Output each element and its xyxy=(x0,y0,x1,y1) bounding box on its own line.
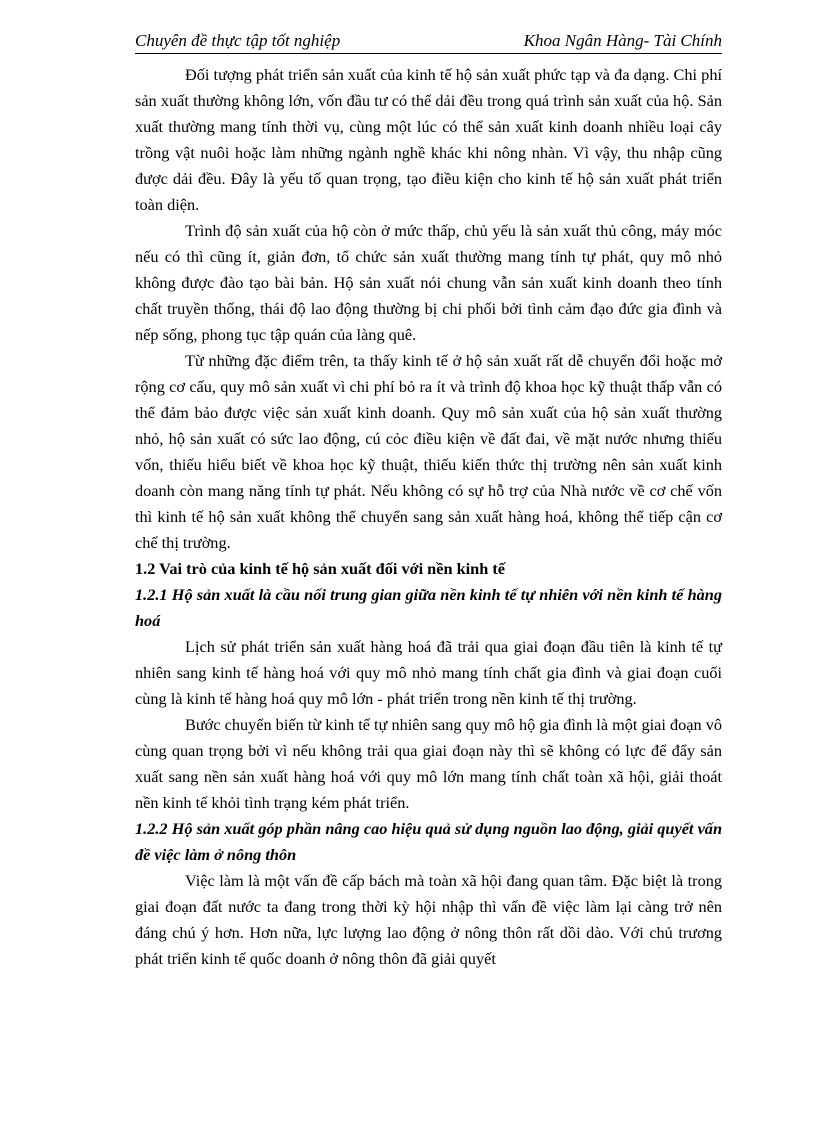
paragraph: Bước chuyển biến từ kinh tế tự nhiên sang quy mô hộ gia đình là một giai đoạn vô cùng quan trọng bởi vì nếu không trải qua giai đoạn này thì sẽ không có lực để đẩy sản xuất sang nền sản xuất hàng hoá với quy mô lớn mang tính chất toàn xã hội, giải thoát nền kinh tế khỏi tình trạng kém phát triển. xyxy=(135,715,723,812)
document-body xyxy=(135,62,722,972)
page-header xyxy=(135,30,722,54)
paragraph: Từ những đặc điểm trên, ta thấy kinh tế ở hộ sản xuất rất dễ chuyển đổi hoặc mở rộng cơ cấu, quy mô sản xuất vì chi phí bỏ ra ít và trình độ khoa học kỹ thuật thấp vẫn có thể đảm bảo được việc sản xuất kinh doanh. Quy mô sản xuất của hộ sản xuất thường nhỏ, hộ sản xuất có sức lao động, cú cỏc điều kiện về đất đai, về mặt nước nhưng thiếu vốn, thiếu hiểu biết về khoa học kỹ thuật, thiếu kiến thức thị trường nên sản xuất kinh doanh còn mang năng tính tự phát. Nếu không có sự hỗ trợ của Nhà nước về cơ chế vốn thì kinh tế hộ sản xuất không thể chuyển sang sản xuất hàng hoá, không thể tiếp cận cơ chế thị trường. xyxy=(135,351,722,552)
paragraph: Trình độ sản xuất của hộ còn ở mức thấp, chủ yếu là sản xuất thủ công, máy móc nếu có thì cũng ít, giản đơn, tổ chức sản xuất thường mang tính tự phát, quy mô nhỏ không được đào tạo bài bản. Hộ sản xuất nói chung vẫn sản xuất kinh doanh theo tính chất truyền thống, thái độ lao động thường bị chi phối bởi tình cảm đạo đức gia đình và nếp sống, phong tục tập quán của làng quê. xyxy=(135,221,722,344)
paragraph: Việc làm là một vấn đề cấp bách mà toàn xã hội đang quan tâm. Đặc biệt là trong giai đoạn đất nước ta đang trong thời kỳ hội nhập thì vấn đề việc làm lại càng trở nên đáng chú ý hơn. Hơn nữa, lực lượng lao động ở nông thôn rất dồi dào. Với chủ trương phát triển kinh tế quốc doanh ở nông thôn đã giải quyết xyxy=(135,871,722,968)
document-page xyxy=(135,30,722,972)
header-left-title: Chuyên đề thực tập tốt nghiệp xyxy=(135,31,341,50)
subsection-heading: 1.2.1 Hộ sản xuất là cầu nối trung gian giữa nền kinh tế tự nhiên với nền kinh tế hàng hoá xyxy=(135,585,722,630)
header-right-title: Khoa Ngân Hàng- Tài Chính xyxy=(523,31,722,50)
section-heading: 1.2 Vai trò của kinh tế hộ sản xuất đối với nền kinh tế xyxy=(135,559,505,578)
subsection-heading: 1.2.2 Hộ sản xuất góp phần nâng cao hiệu quả sử dụng nguồn lao động, giải quyết vấn đề việc làm ở nông thôn xyxy=(135,819,722,864)
paragraph: Đối tượng phát triển sản xuất của kinh tế hộ sản xuất phức tạp và đa dạng. Chi phí sản xuất thường không lớn, vốn đầu tư có thể dải đều trong quá trình sản xuất của hộ. Sản xuất thường mang tính thời vụ, cùng một lúc có thể sản xuất kinh doanh nhiều loại cây trồng vật nuôi hoặc làm những ngành nghề khác khi nông nhàn. Vì vậy, thu nhập cũng được dải đều. Đây là yếu tố quan trọng, tạo điều kiện cho kinh tế hộ sản xuất phát triển toàn diện. xyxy=(135,65,722,214)
paragraph: Lịch sử phát triển sản xuất hàng hoá đã trải qua giai đoạn đầu tiên là kinh tế tự nhiên sang kinh tế hàng hoá với quy mô nhỏ mang tính chất gia đình và giai đoạn cuối cùng là kinh tế hàng hoá quy mô lớn - phát triển trong nền kinh tế thị trường. xyxy=(135,637,722,708)
